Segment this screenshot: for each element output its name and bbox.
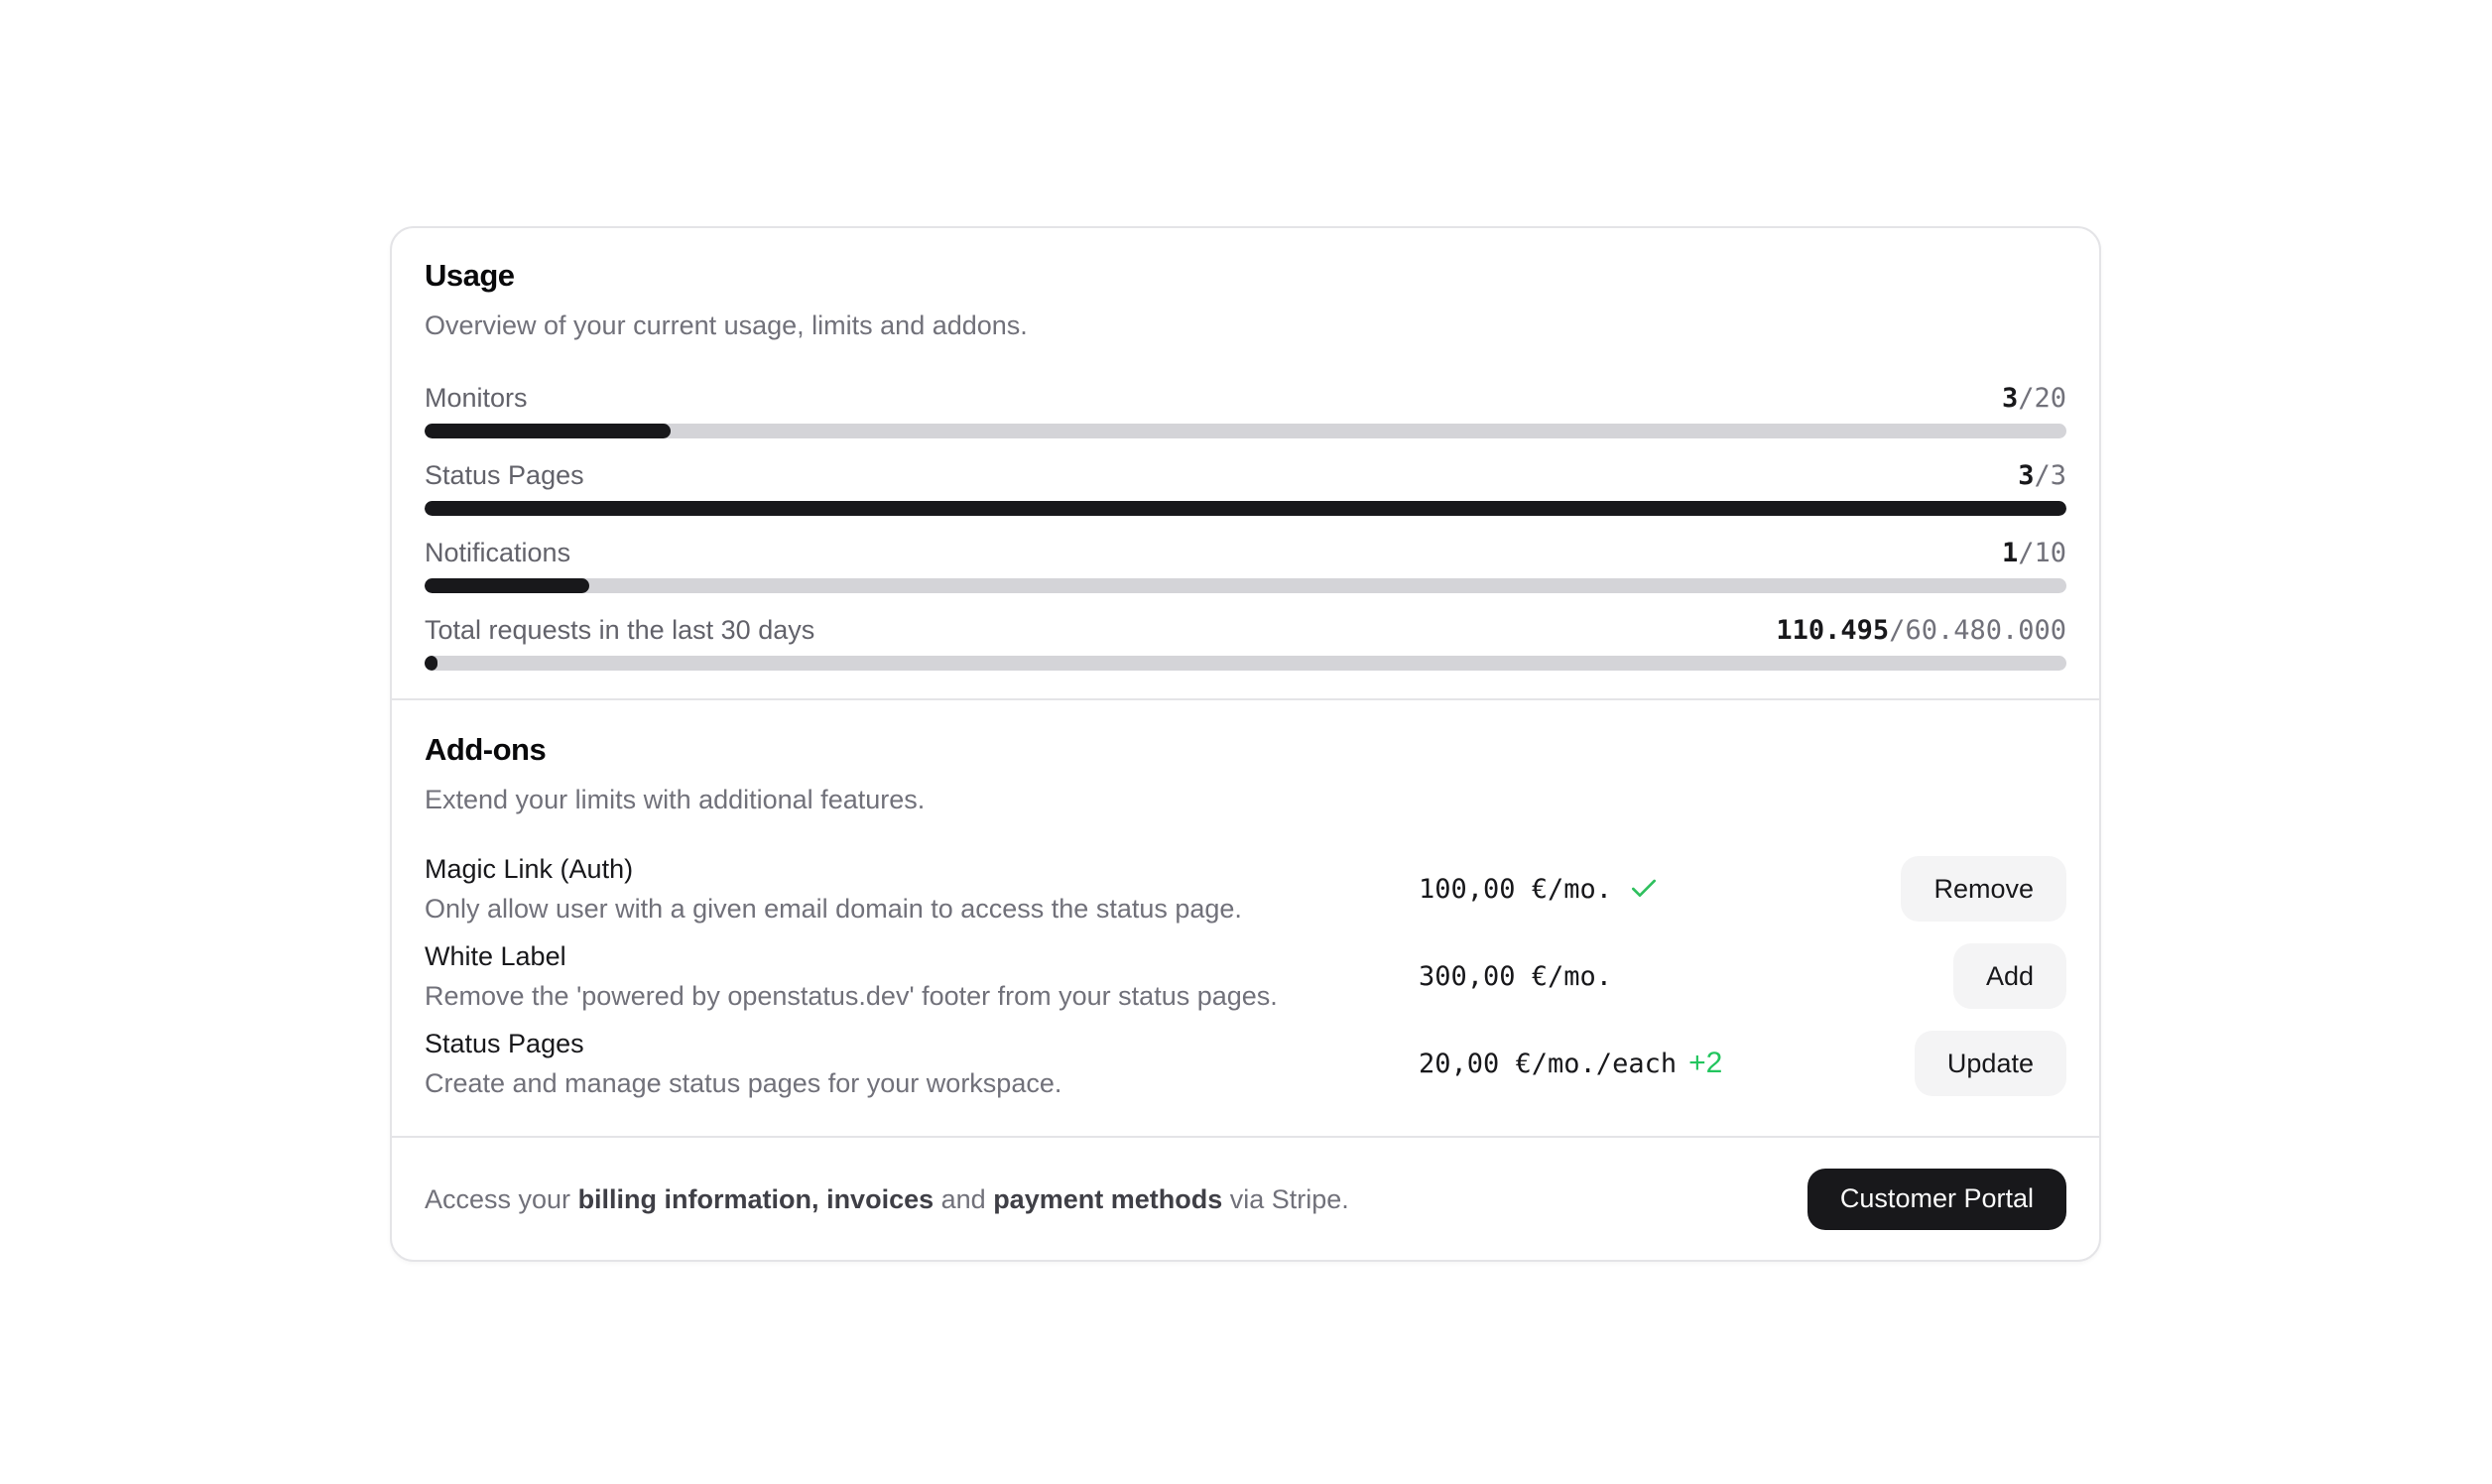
addon-description: Remove the 'powered by openstatus.dev' footer from your status pages. xyxy=(425,981,1278,1011)
addons-title: Add-ons xyxy=(425,732,547,767)
meter-limit: 3 xyxy=(2050,460,2066,491)
meter-used: 1 xyxy=(2001,538,2019,568)
meter-slash: / xyxy=(2018,383,2035,414)
addon-price: 100,00 €/mo. xyxy=(1419,873,1901,905)
progress-bar-fill xyxy=(425,424,671,438)
stripe-access-text: Access your billing information, invoices and payment methods via Stripe. xyxy=(425,1183,1349,1214)
addon-rows xyxy=(425,849,2066,1103)
meter-label: Monitors xyxy=(425,383,528,413)
addon-description: Create and manage status pages for your workspace. xyxy=(425,1068,1062,1098)
addon-name: Magic Link (Auth) xyxy=(425,854,634,884)
addon-name: Status Pages xyxy=(425,1029,584,1058)
meter-value xyxy=(1776,611,2066,651)
meter-label: Status Pages xyxy=(425,460,584,490)
progress-bar-fill xyxy=(425,656,437,671)
meter-limit: 20 xyxy=(2034,383,2066,414)
progress-bar-fill xyxy=(425,578,589,593)
meter-label: Total requests in the last 30 days xyxy=(425,615,815,645)
usage-title: Usage xyxy=(425,258,515,293)
add-addon-button[interactable]: Add xyxy=(1953,943,2066,1009)
progress-bar xyxy=(425,424,2066,438)
meter-notifications xyxy=(425,533,2066,593)
customer-portal-button[interactable]: Customer Portal xyxy=(1807,1169,2066,1230)
meter-used: 3 xyxy=(2001,383,2019,414)
addon-description: Only allow user with a given email domain to access the status page. xyxy=(425,894,1242,924)
meter-value xyxy=(2018,456,2066,496)
meter-status-pages xyxy=(425,455,2066,516)
addon-row-white-label xyxy=(425,936,2066,1016)
addons-description: Extend your limits with additional features. xyxy=(425,785,926,814)
meter-limit: 60.480.000 xyxy=(1905,615,2066,646)
meter-slash: / xyxy=(1889,615,1906,646)
meter-monitors xyxy=(425,378,2066,438)
check-icon xyxy=(1628,873,1660,905)
update-addon-button[interactable]: Update xyxy=(1915,1031,2066,1096)
usage-meters xyxy=(425,378,2066,671)
progress-bar xyxy=(425,578,2066,593)
remove-addon-button[interactable]: Remove xyxy=(1901,856,2066,922)
usage-section xyxy=(392,228,2099,698)
meter-used: 3 xyxy=(2018,460,2035,491)
usage-description: Overview of your current usage, limits and addons. xyxy=(425,310,1028,340)
meter-value xyxy=(2002,534,2066,573)
addons-section xyxy=(392,700,2099,1136)
meter-label: Notifications xyxy=(425,538,571,567)
addon-name: White Label xyxy=(425,941,566,971)
addon-row-magic-link xyxy=(425,849,2066,928)
quantity-badge: +2 xyxy=(1688,1047,1723,1079)
addon-price: 20,00 €/mo./each +2 xyxy=(1419,1047,1723,1079)
billing-footer xyxy=(392,1138,2099,1260)
meter-value xyxy=(2002,379,2066,419)
addon-row-status-pages xyxy=(425,1024,2066,1103)
meter-limit: 10 xyxy=(2034,538,2066,568)
meter-total-requests xyxy=(425,610,2066,671)
progress-bar-fill xyxy=(425,501,2066,516)
meter-slash: / xyxy=(2034,460,2051,491)
meter-slash: / xyxy=(2018,538,2035,568)
billing-usage-card xyxy=(390,226,2101,1262)
meter-used: 110.495 xyxy=(1776,615,1890,646)
addon-price: 300,00 €/mo. xyxy=(1419,960,1613,992)
progress-bar xyxy=(425,501,2066,516)
progress-bar xyxy=(425,656,2066,671)
